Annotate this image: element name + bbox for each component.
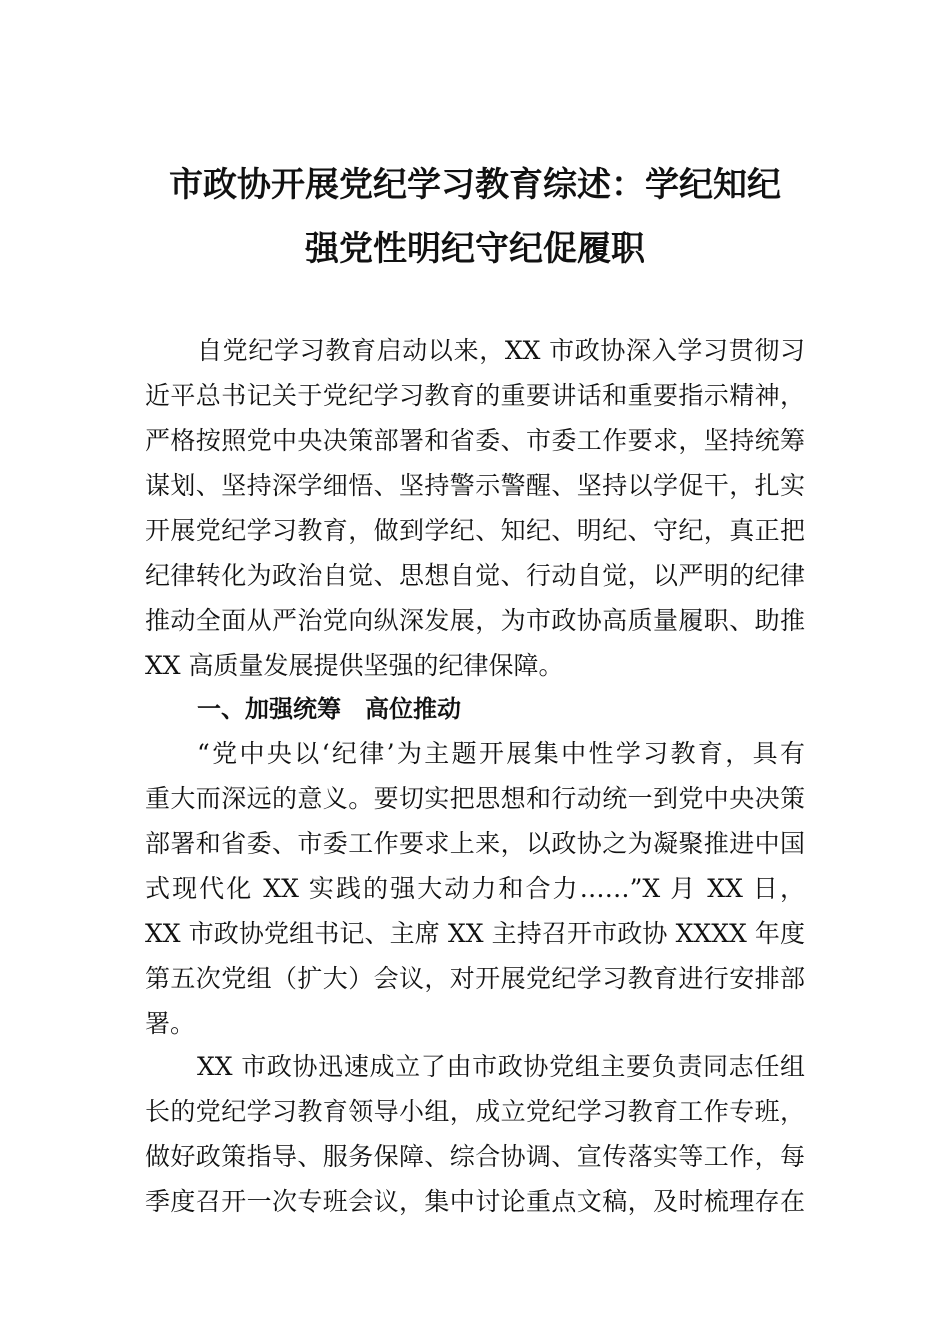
paragraph-3-line: 长的党纪学习教育领导小组，成立党纪学习教育工作专班，: [145, 1097, 805, 1126]
paragraph-1-line: 严格按照党中央决策部署和省委、市委工作要求，坚持统筹: [145, 426, 805, 455]
paragraph-3-line: 做好政策指导、服务保障、综合协调、宣传落实等工作，每: [145, 1142, 805, 1171]
paragraph-2-line: 署。: [145, 1009, 196, 1038]
paragraph-2-line: 式现代化 XX 实践的强大动力和合力……”X 月 XX 日，: [145, 874, 805, 903]
paragraph-1-line: 推动全面从严治党向纵深发展，为市政协高质量履职、助推: [145, 606, 805, 635]
paragraph-2-line: 重大而深远的意义。要切实把思想和行动统一到党中央决策: [145, 784, 805, 813]
paragraph-3-line: 季度召开一次专班会议，集中讨论重点文稿，及时梳理存在: [145, 1187, 805, 1216]
document-title-line-1: 市政协开展党纪学习教育综述：学纪知纪: [169, 165, 781, 205]
paragraph-2-line: 第五次党组（扩大）会议，对开展党纪学习教育进行安排部: [145, 964, 805, 993]
paragraph-2-line: XX 市政协党组书记、主席 XX 主持召开市政协 XXXX 年度: [145, 919, 805, 948]
paragraph-3-line: XX 市政协迅速成立了由市政协党组主要负责同志任组: [197, 1052, 805, 1081]
paragraph-1-line: 谋划、坚持深学细悟、坚持警示警醒、坚持以学促干，扎实: [145, 471, 805, 500]
paragraph-1-line: 近平总书记关于党纪学习教育的重要讲话和重要指示精神，: [145, 381, 805, 410]
section-heading-1: 一、加强统筹 高位推动: [197, 695, 461, 723]
paragraph-2-line: “党中央以‘纪律’为主题开展集中性学习教育，具有: [197, 739, 805, 768]
paragraph-2-line: 部署和省委、市委工作要求上来，以政协之为凝聚推进中国: [145, 829, 805, 858]
paragraph-1-line: 自党纪学习教育启动以来，XX 市政协深入学习贯彻习: [197, 336, 805, 365]
paragraph-1-line: 开展党纪学习教育，做到学纪、知纪、明纪、守纪，真正把: [145, 516, 805, 545]
paragraph-1-line: XX 高质量发展提供坚强的纪律保障。: [145, 651, 564, 680]
paragraph-1-line: 纪律转化为政治自觉、思想自觉、行动自觉，以严明的纪律: [145, 561, 805, 590]
document-title-line-2: 强党性明纪守纪促履职: [305, 229, 645, 269]
